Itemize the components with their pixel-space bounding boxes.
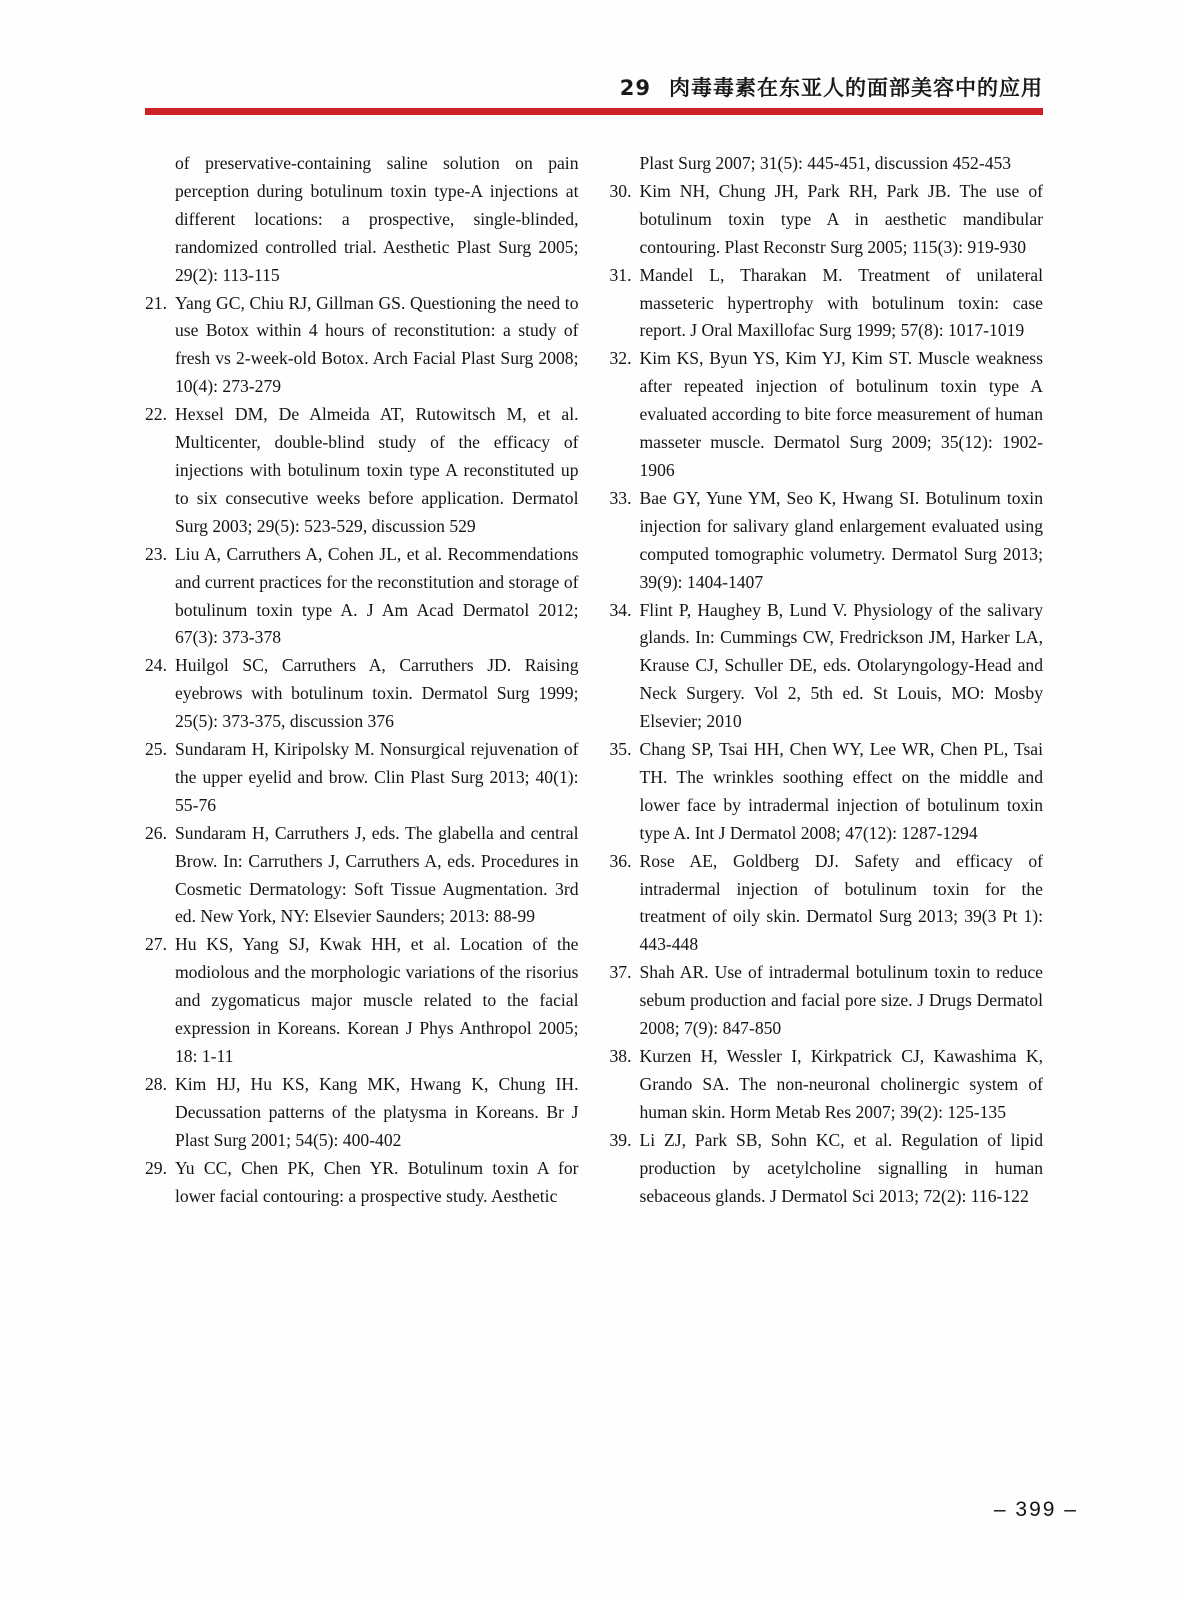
reference-entry	[610, 178, 1044, 262]
reference-text: Sundaram H, Carruthers J, eds. The glabella and central Brow. In: Carruthers J, Carruthers A, eds. Procedures in Cosmetic Dermatology: Soft Tissue Augmentation. 3rd ed. New York, NY: Elsevier Saunders; 2013: 88-99	[175, 822, 579, 927]
reference-entry	[145, 401, 579, 541]
reference-entry	[610, 736, 1044, 848]
reference-entry	[145, 1071, 579, 1155]
reference-text: Kurzen H, Wessler I, Kirkpatrick CJ, Kawashima K, Grando SA. The non-neuronal cholinergic system of human skin. Horm Metab Res 2007; 39(2): 125-135	[639, 1046, 1043, 1122]
chapter-title: 肉毒毒素在东亚人的面部美容中的应用	[669, 76, 1043, 100]
references-columns	[145, 150, 1043, 1210]
reference-text: Hu KS, Yang SJ, Kwak HH, et al. Location of the modiolous and the morphologic variations of the risorius and zygomaticus major muscle related to the facial expression in Koreans. Korean J Phys Anthropol 2005; 18: 1-11	[175, 934, 579, 1066]
reference-number: 32.	[609, 348, 632, 369]
reference-text: Kim KS, Byun YS, Kim YJ, Kim ST. Muscle weakness after repeated injection of botulinum toxin type A evaluated according to bite force measurement of human masseter muscle. Dermatol Surg 2009; 35(12): 1902-1906	[639, 348, 1043, 480]
references-column-left	[145, 150, 579, 1210]
header-rule	[145, 108, 1043, 115]
reference-text: Flint P, Haughey B, Lund V. Physiology of the salivary glands. In: Cummings CW, Fredrickson JM, Harker LA, Krause CJ, Schuller DE, eds. Otolaryngology-Head and Neck Surgery. Vol 2, 5th ed. St Louis, MO: Mosby Elsevier; 2010	[639, 599, 1043, 732]
reference-entry	[610, 1127, 1044, 1211]
reference-entry	[610, 959, 1044, 1043]
reference-number: 37.	[609, 962, 632, 983]
reference-entry	[145, 150, 579, 290]
reference-entry	[610, 262, 1044, 346]
reference-text: Shah AR. Use of intradermal botulinum toxin to reduce sebum production and facial pore size. J Drugs Dermatol 2008; 7(9): 847-850	[639, 962, 1043, 1039]
reference-number: 33.	[609, 487, 632, 508]
reference-text: Huilgol SC, Carruthers A, Carruthers JD. Raising eyebrows with botulinum toxin. Dermatol Surg 1999; 25(5): 373-375, discussion 376	[175, 655, 579, 732]
reference-number: 36.	[609, 850, 632, 871]
reference-entry	[145, 736, 579, 820]
reference-number: 38.	[609, 1046, 632, 1066]
reference-entry	[145, 931, 579, 1071]
reference-entry	[610, 848, 1044, 960]
reference-number: 23.	[145, 543, 167, 564]
reference-number: 39.	[609, 1129, 632, 1150]
chapter-number: 29	[619, 76, 651, 100]
reference-text: Rose AE, Goldberg DJ. Safety and efficacy of intradermal injection of botulinum toxin for the treatment of oily skin. Dermatol Surg 2013; 39(3 Pt 1): 443-448	[639, 850, 1043, 955]
reference-number: 22.	[145, 404, 167, 425]
reference-entry	[145, 290, 579, 402]
reference-text: Kim HJ, Hu KS, Kang MK, Hwang K, Chung IH. Decussation patterns of the platysma in Koreans. Br J Plast Surg 2001; 54(5): 400-402	[175, 1073, 579, 1150]
reference-text: Kim NH, Chung JH, Park RH, Park JB. The use of botulinum toxin type A in aesthetic mandibular contouring. Plast Reconstr Surg 2005; 115(3): 919-930	[639, 180, 1043, 257]
reference-text: Plast Surg 2007; 31(5): 445-451, discussion 452-453	[639, 153, 1012, 173]
reference-text: Yang GC, Chiu RJ, Gillman GS. Questioning the need to use Botox within 4 hours of reconstitution: a study of fresh vs 2-week-old Botox. Arch Facial Plast Surg 2008; 10(4): 273-279	[175, 292, 579, 397]
reference-text: Mandel L, Tharakan M. Treatment of unilateral masseteric hypertrophy with botulinum toxin: case report. J Oral Maxillofac Surg 1999; 57(8): 1017-1019	[639, 264, 1043, 341]
reference-text: Yu CC, Chen PK, Chen YR. Botulinum toxin A for lower facial contouring: a prospective study. Aesthetic	[175, 1157, 579, 1206]
reference-text: Liu A, Carruthers A, Cohen JL, et al. Recommendations and current practices for the reconstitution and storage of botulinum toxin type A. J Am Acad Dermatol 2012; 67(3): 373-378	[175, 543, 579, 648]
page-header	[145, 72, 1043, 102]
reference-entry	[610, 485, 1044, 597]
reference-number: 21.	[145, 292, 167, 313]
reference-number: 28.	[145, 1073, 167, 1094]
reference-entry	[145, 1155, 579, 1211]
page-number: – 399 –	[993, 1498, 1078, 1521]
reference-number: 26.	[145, 822, 167, 843]
reference-text: Bae GY, Yune YM, Seo K, Hwang SI. Botulinum toxin injection for salivary gland enlargement evaluated using computed tomographic volumetry. Dermatol Surg 2013; 39(9): 1404-1407	[639, 487, 1043, 592]
reference-number: 29.	[145, 1157, 167, 1178]
reference-number: 34.	[609, 599, 632, 620]
references-column-right	[610, 150, 1044, 1210]
reference-entry	[610, 345, 1044, 485]
reference-number: 30.	[609, 180, 632, 201]
reference-entry	[610, 1043, 1044, 1127]
reference-text: Chang SP, Tsai HH, Chen WY, Lee WR, Chen PL, Tsai TH. The wrinkles soothing effect on the middle and lower face by intradermal injection of botulinum toxin type A. Int J Dermatol 2008; 47(12): 1287-1294	[639, 739, 1043, 843]
reference-number: 35.	[609, 739, 632, 760]
reference-entry	[145, 652, 579, 736]
reference-number: 31.	[609, 264, 632, 285]
reference-text: of preservative-containing saline solution on pain perception during botulinum toxin type-A injections at different locations: a prospective, single-blinded, randomized controlled trial. Aesthetic Plast Surg 2005; 29(2): 113-115	[175, 153, 579, 285]
reference-entry	[145, 541, 579, 653]
reference-number: 25.	[145, 739, 167, 760]
reference-text: Hexsel DM, De Almeida AT, Rutowitsch M, et al. Multicenter, double-blind study of the efficacy of injections with botulinum toxin type A reconstituted up to six consecutive weeks before application. Dermatol Surg 2003; 29(5): 523-529, discussion 529	[175, 404, 579, 536]
reference-number: 24.	[145, 655, 167, 676]
reference-entry	[610, 597, 1044, 737]
reference-text: Li ZJ, Park SB, Sohn KC, et al. Regulation of lipid production by acetylcholine signalling in human sebaceous glands. J Dermatol Sci 2013; 72(2): 116-122	[639, 1129, 1043, 1206]
reference-number: 27.	[145, 934, 167, 955]
reference-text: Sundaram H, Kiripolsky M. Nonsurgical rejuvenation of the upper eyelid and brow. Clin Plast Surg 2013; 40(1): 55-76	[175, 739, 579, 815]
reference-entry	[145, 820, 579, 932]
reference-entry	[610, 150, 1044, 178]
